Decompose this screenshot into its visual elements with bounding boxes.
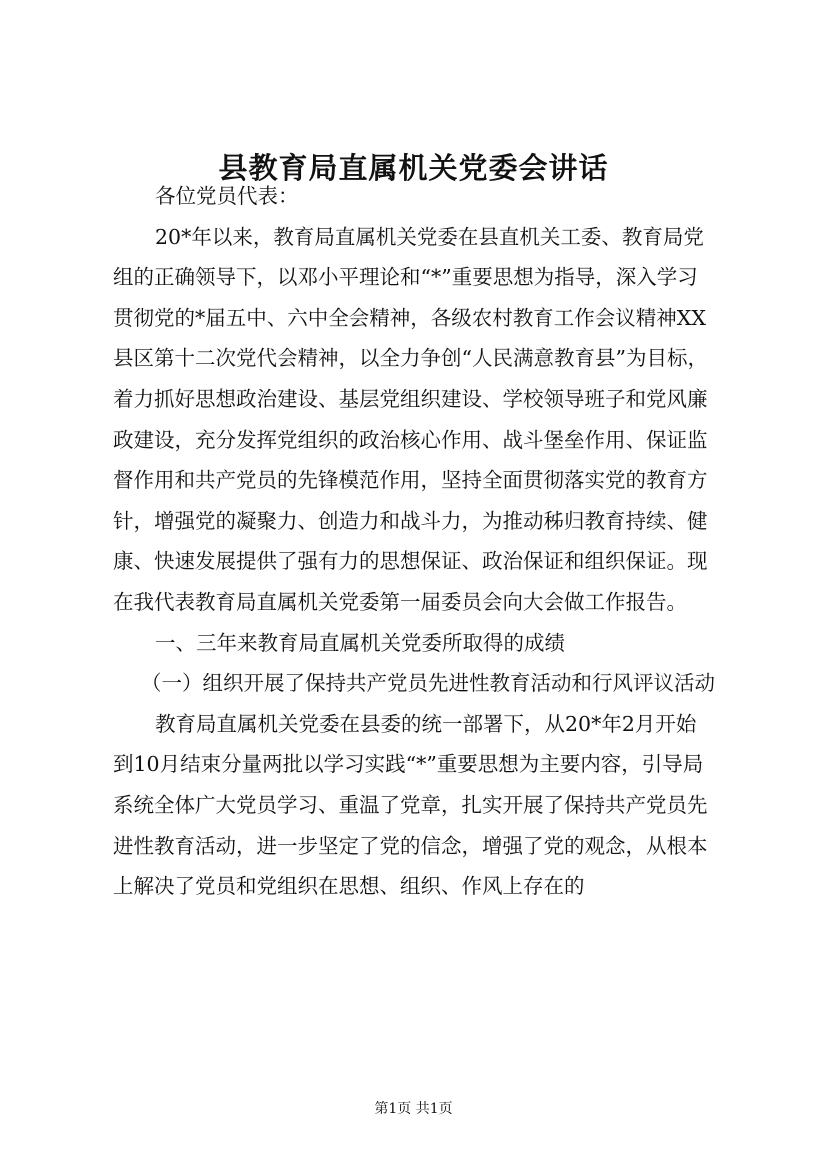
paragraph-intro: 20*年以来，教育局直属机关党委在县直机关工委、教育局党组的正确领导下，以邓小平理论和“*”重要思想为指导，深入学习贯彻党的*届五中、六中全会精神，各级农村教育工作会议精神XX县区第十二次党代会精神，以全力争创“人民满意教育县”为目标，着力抓好思想政治建设、基层党组织建设、学校领导班子和党风廉政建设，充分发挥党组织的政治核心作用、战斗堡垒作用、保证监督作用和共产党员的先锋模范作用，坚持全面贯彻落实党的教育方针，增强党的凝聚力、创造力和战斗力，为推动秭归教育持续、健康、快速发展提供了强有力的思想保证、政治保证和组织保证。现在我代表教育局直属机关党委第一届委员会向大会做工作报告。 [113,224,708,614]
salutation: 各位党员代表： [155,184,299,208]
document-body [113,176,715,907]
paragraph-body: 教育局直属机关党委在县委的统一部署下，从20*年2月开始到10月结束分量两批以学习实践“*”重要思想为主要内容，引导局系统全体广大党员学习、重温了党章，扎实开展了保持共产党员先进性教育活动，进一步坚定了党的信念，增强了党的观念，从根本上解决了党员和党组织在思想、组织、作风上存在的 [113,711,708,899]
section-heading: 一、三年来教育局直属机关党委所取得的成绩 [155,630,565,655]
page-number: 第1页 共1页 [374,1101,453,1117]
document-title: 县教育局直属机关党委会讲话 [218,151,609,185]
subsection-heading: （一）组织开展了保持共产党员先进性教育活动和行风评议活动 [141,671,715,696]
